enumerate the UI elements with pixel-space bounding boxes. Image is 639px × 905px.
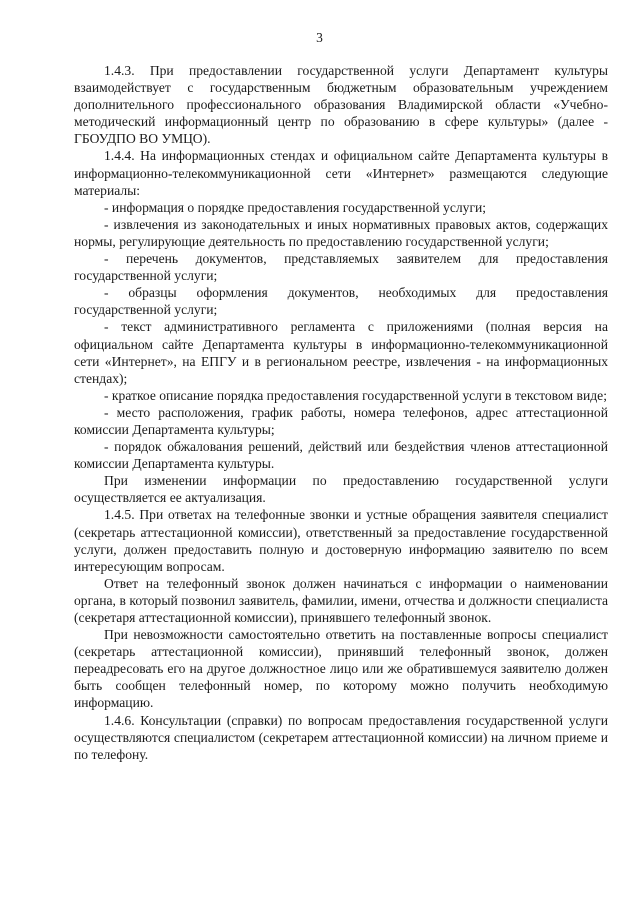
list-item: - информация о порядке предоставления государственной услуги;	[104, 199, 487, 215]
list-item: - место расположения, график работы, номера телефонов, адрес аттестационной комиссии Департамента культуры;	[74, 404, 608, 437]
list-item: - краткое описание порядка предоставления государственной услуги в текстовом виде;	[104, 387, 607, 403]
paragraph-1-4-3: 1.4.3. При предоставлении государственной услуги Департамент культуры взаимодействует с государственным бюджетным образовательным учреждением дополнительного профессионального образования Владимирской области «Учебно-методический информационный центр по образованию в сфере культуры» (далее - ГБОУДПО ВО УМЦО).	[74, 63, 608, 147]
paragraph-redirect: При невозможности самостоятельно ответить на поставленные вопросы специалист (секретарь аттестационной комиссии), принявший телефонный звонок, должен переадресовать его на другое должностное лицо или же обратившемуся заявителю должен быть сообщен телефонный номер, по которому можно получить необходимую информацию.	[74, 627, 608, 711]
paragraph-1-4-4: 1.4.4. На информационных стендах и официальном сайте Департамента культуры в информационно-телекоммуникационной сети «Интернет» размещаются следующие материалы:	[74, 148, 608, 198]
list-item: - извлечения из законодательных и иных нормативных правовых актов, содержащих нормы, регулирующие деятельность по предоставлению государственной услуги;	[74, 216, 608, 249]
paragraph-1-4-5: 1.4.5. При ответах на телефонные звонки и устные обращения заявителя специалист (секретарь аттестационной комиссии), ответственный за предоставление государственной услуги, должен предоставить полную и достоверную информацию заявителю по всем интересующим вопросам.	[74, 507, 608, 574]
paragraph-phone-answer: Ответ на телефонный звонок должен начинаться с информации о наименовании органа, в который позвонил заявитель, фамилии, имени, отчества и должности специалиста (секретаря аттестационной комиссии), принявшего телефонный звонок.	[74, 575, 608, 625]
list-item: - перечень документов, представляемых заявителем для предоставления государственной услуги;	[74, 251, 608, 284]
paragraph-1-4-6: 1.4.6. Консультации (справки) по вопросам предоставления государственной услуги осуществляются специалистом (секретарем аттестационной комиссии) на личном приеме и по телефону.	[74, 712, 608, 762]
document-body	[74, 62, 608, 763]
list-item: - порядок обжалования решений, действий или бездействия членов аттестационной комиссии Департамента культуры.	[74, 439, 608, 472]
list-item: - текст административного регламента с приложениями (полная версия на официальном сайте Департамента культуры в информационно-телекоммуникационной сети «Интернет», на ЕПГУ и в региональном реестре, извлечения - на информационных стендах);	[74, 319, 608, 386]
paragraph-actualization: При изменении информации по предоставлению государственной услуги осуществляется ее актуализация.	[74, 473, 608, 506]
list-item: - образцы оформления документов, необходимых для предоставления государственной услуги;	[74, 285, 608, 318]
page-number: 3	[316, 30, 323, 45]
